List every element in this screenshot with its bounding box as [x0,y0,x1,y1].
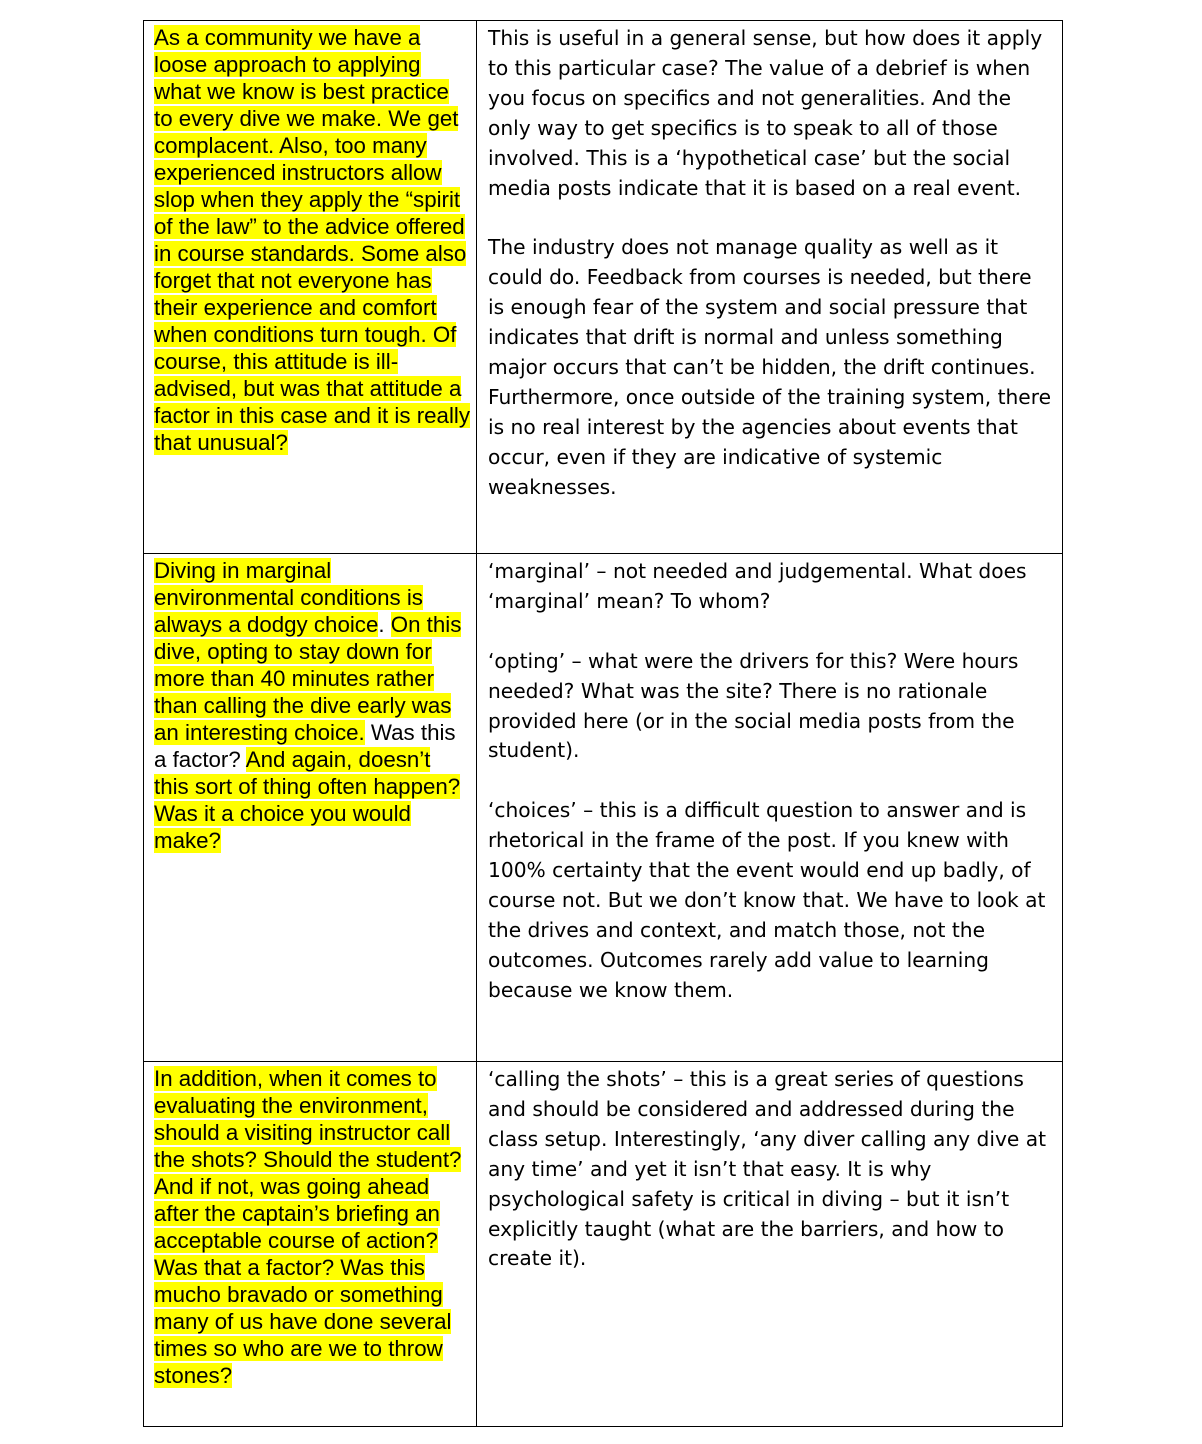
commentary-table [143,20,1063,1427]
response-paragraph: ‘marginal’ – not needed and judgemental. What does ‘marginal’ mean? To whom? [488,559,1027,613]
table-row-1 [144,21,1063,554]
highlighted-text: In addition, when it comes to evaluating the environment, should a visiting instructor call the shots? Should the student? And if not, was going ahead after the captain’s briefing an acceptable course of action? Was that a factor? Was this mucho bravado or something many of us have done several times so who are we to throw stones? [154,1066,462,1388]
response-paragraph: ‘calling the shots’ – this is a great series of questions and should be considered and addressed during the class setup. Interestingly, ‘any diver calling any dive at any time’ and yet it isn’t that easy. It is why psychological safety is critical in diving – but it isn’t explicitly taught (what are the barriers, and how to create it). [488,1067,1047,1271]
response-paragraph: This is useful in a general sense, but how does it apply to this particular case? The value of a debrief is when you focus on specifics and not generalities. And the only way to get specifics is to speak to all of those involved. This is a ‘hypothetical case’ but the social media posts indicate that it is based on a real event. [488,26,1043,200]
highlighted-text: And again, doesn’t this sort of thing often happen? Was it a choice you would make? [154,747,461,853]
response-cell-1 [477,21,1063,554]
original-text-paragraph-2 [154,557,470,854]
original-text-cell-3 [144,1062,477,1427]
response-cell-3 [477,1062,1063,1427]
original-text-cell-2 [144,554,477,1062]
plain-text: Was this a factor? [154,720,456,772]
highlighted-text: On this dive, opting to stay down for more than 40 minutes rather than calling the dive early was an interesting choice. [154,612,462,745]
response-paragraph: The industry does not manage quality as well as it could do. Feedback from courses is needed, but there is enough fear of the system and social pressure that indicates that drift is normal and unless something major occurs that can’t be hidden, the drift continues. Furthermore, once outside of the training system, there is no real interest by the agencies about events that occur, even if they are indicative of systemic weaknesses. [488,235,1051,499]
original-text-paragraph-1 [154,24,470,456]
original-text-paragraph-3 [154,1065,470,1389]
response-paragraph: ‘opting’ – what were the drivers for this? Were hours needed? What was the site? There is no rationale provided here (or in the social media posts from the student). [488,648,1019,763]
table-row-2 [144,554,1063,1062]
highlighted-text: Diving in marginal environmental conditions is always a dodgy choice [154,558,423,637]
original-text-cell-1 [144,21,477,554]
table-row-3 [144,1062,1063,1427]
response-paragraph: ‘choices’ – this is a difficult question to answer and is rhetorical in the frame of the post. If you knew with 100% certainty that the event would end up badly, of course not. But we don’t know that. We have to look at the drives and context, and match those, not the outcomes. Outcomes rarely add value to learning because we know them. [488,798,1046,1002]
plain-text: . [378,612,391,637]
response-cell-2 [477,554,1063,1062]
highlighted-text: As a community we have a loose approach to applying what we know is best practice to every dive we make. We get complacent. Also, too many experienced instructors allow slop when they apply the “spirit of the law” to the advice offered in course standards. Some also forget that not everyone has their experience and comfort when conditions turn tough. Of course, this attitude is ill-advised, but was that attitude a factor in this case and it is really that unusual? [154,25,471,455]
